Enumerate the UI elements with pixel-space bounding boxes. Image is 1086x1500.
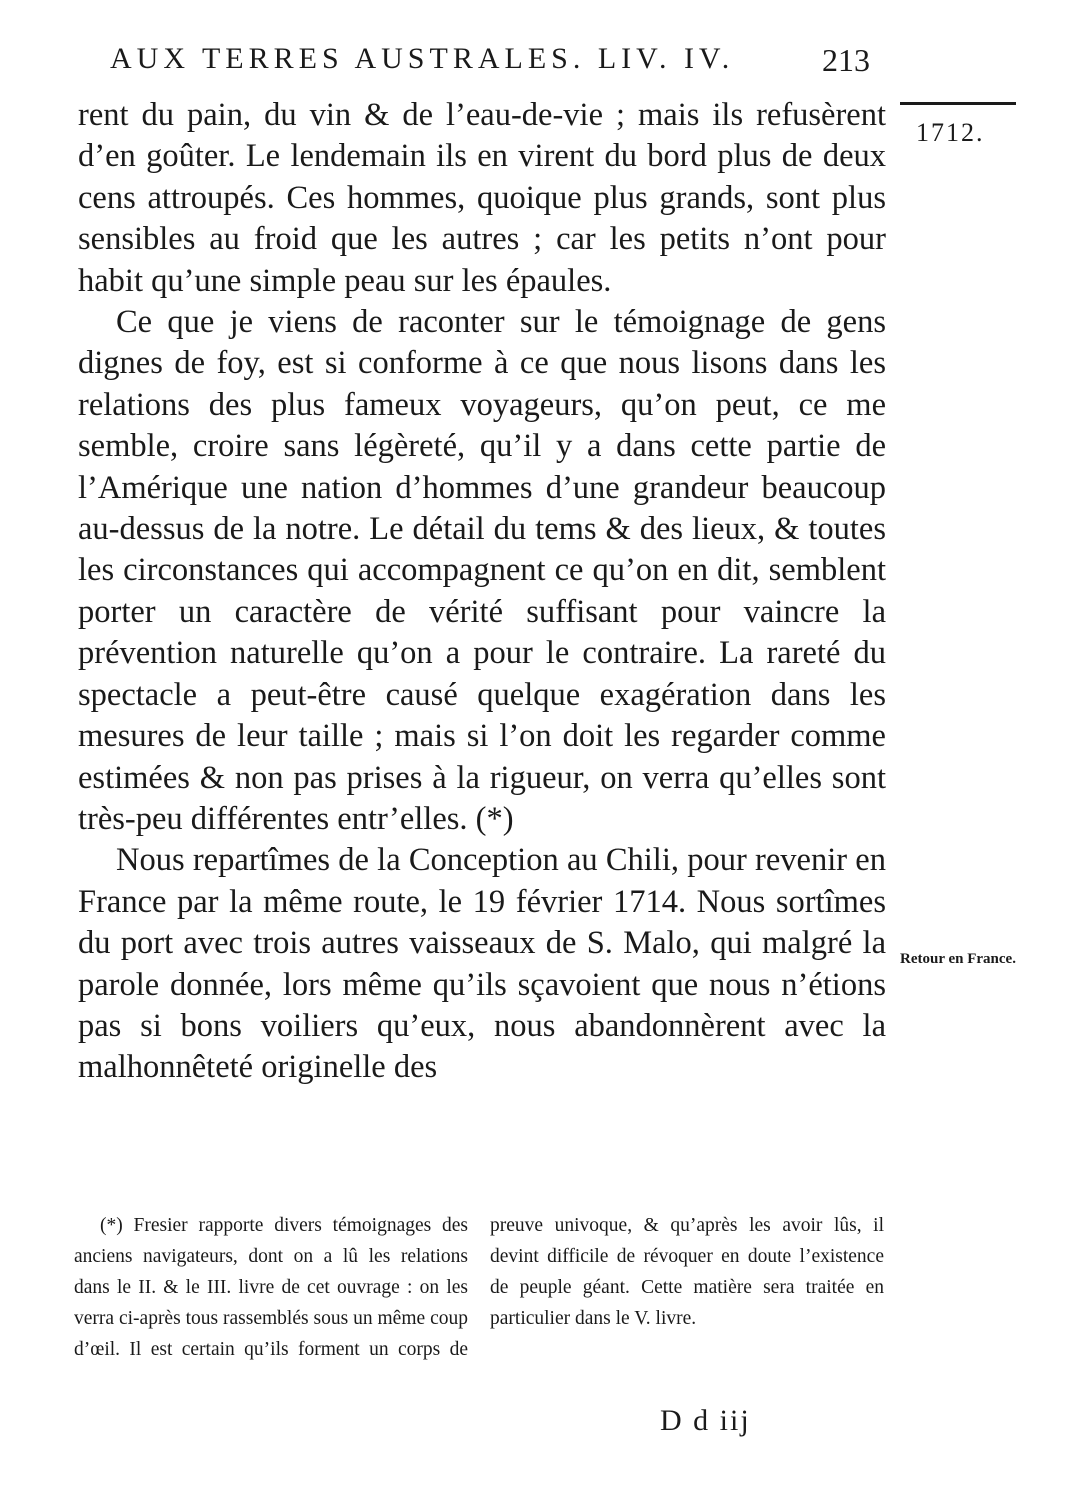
running-head — [110, 42, 910, 88]
paragraph-3: Nous repartîmes de la Conception au Chili, pour revenir en France par la même route, le 19 février 1714. Nous sortîmes du port avec trois autres vaisseaux de S. Malo, qui malgré la parole donnée, lors même qu’ils sçavoient que nous n’étions pas si bons voiliers qu’eux, nous abandonnèrent avec la malhonnêteté originelle des — [78, 842, 886, 1086]
footnote-text: (*) Fresier rapporte divers témoignages des anciens navigateurs, dont on a lû les relations dans le II. & le III. livre de cet ouvrage : on les verra ci-après tous rassemblés sous un même coup d’œil. Il est certain qu’ils forment un corps de preuve univoque, & qu’après les avoir lûs, il devint difficile de révoquer en doute l’existence de peuple géant. Cette matière sera traitée en particulier dans le V. livre. — [74, 1215, 884, 1360]
running-head-title: AUX TERRES AUSTRALES. LIV. IV. — [110, 42, 735, 75]
footnote — [74, 1210, 884, 1400]
signature-mark: D d iij — [660, 1404, 751, 1437]
margin-rule — [900, 102, 1016, 105]
margin-year: 1712. — [916, 118, 985, 147]
margin-note: Retour en France. — [900, 951, 1016, 967]
paragraph-1: rent du pain, du vin & de l’eau-de-vie ; mais ils refusèrent d’en goûter. Le lendemain ils en virent du bord plus de deux cens attroupés. Ces hommes, quoique plus grands, sont plus sensibles au froid que les autres ; car les petits n’ont pour habit qu’une simple peau sur les épaules. — [78, 97, 886, 299]
paragraph-2: Ce que je viens de raconter sur le témoignage de gens dignes de foy, est si conforme à ce que nous lisons dans les relations des plus fameux voyageurs, qu’on peut, ce me semble, croire sans légèreté, qu’il y a dans cette partie de l’Amérique une nation d’hommes d’une grandeur beaucoup au-dessus de la notre. Le détail du tems & des lieux, & toutes les circonstances qui accompagnent ce qu’on en dit, semblent porter un caractère de vérité suffisant pour vaincre la prévention naturelle qu’on a pour le contraire. La rareté du spectacle a peut-être causé quelque exagération dans les mesures de leur taille ; mais si l’on doit les regarder comme estimées & non pas prises à la rigueur, on verra qu’elles sont très-peu différentes entr’elles. (*) — [78, 304, 886, 837]
page-number: 213 — [822, 42, 870, 78]
main-text — [78, 95, 886, 1089]
